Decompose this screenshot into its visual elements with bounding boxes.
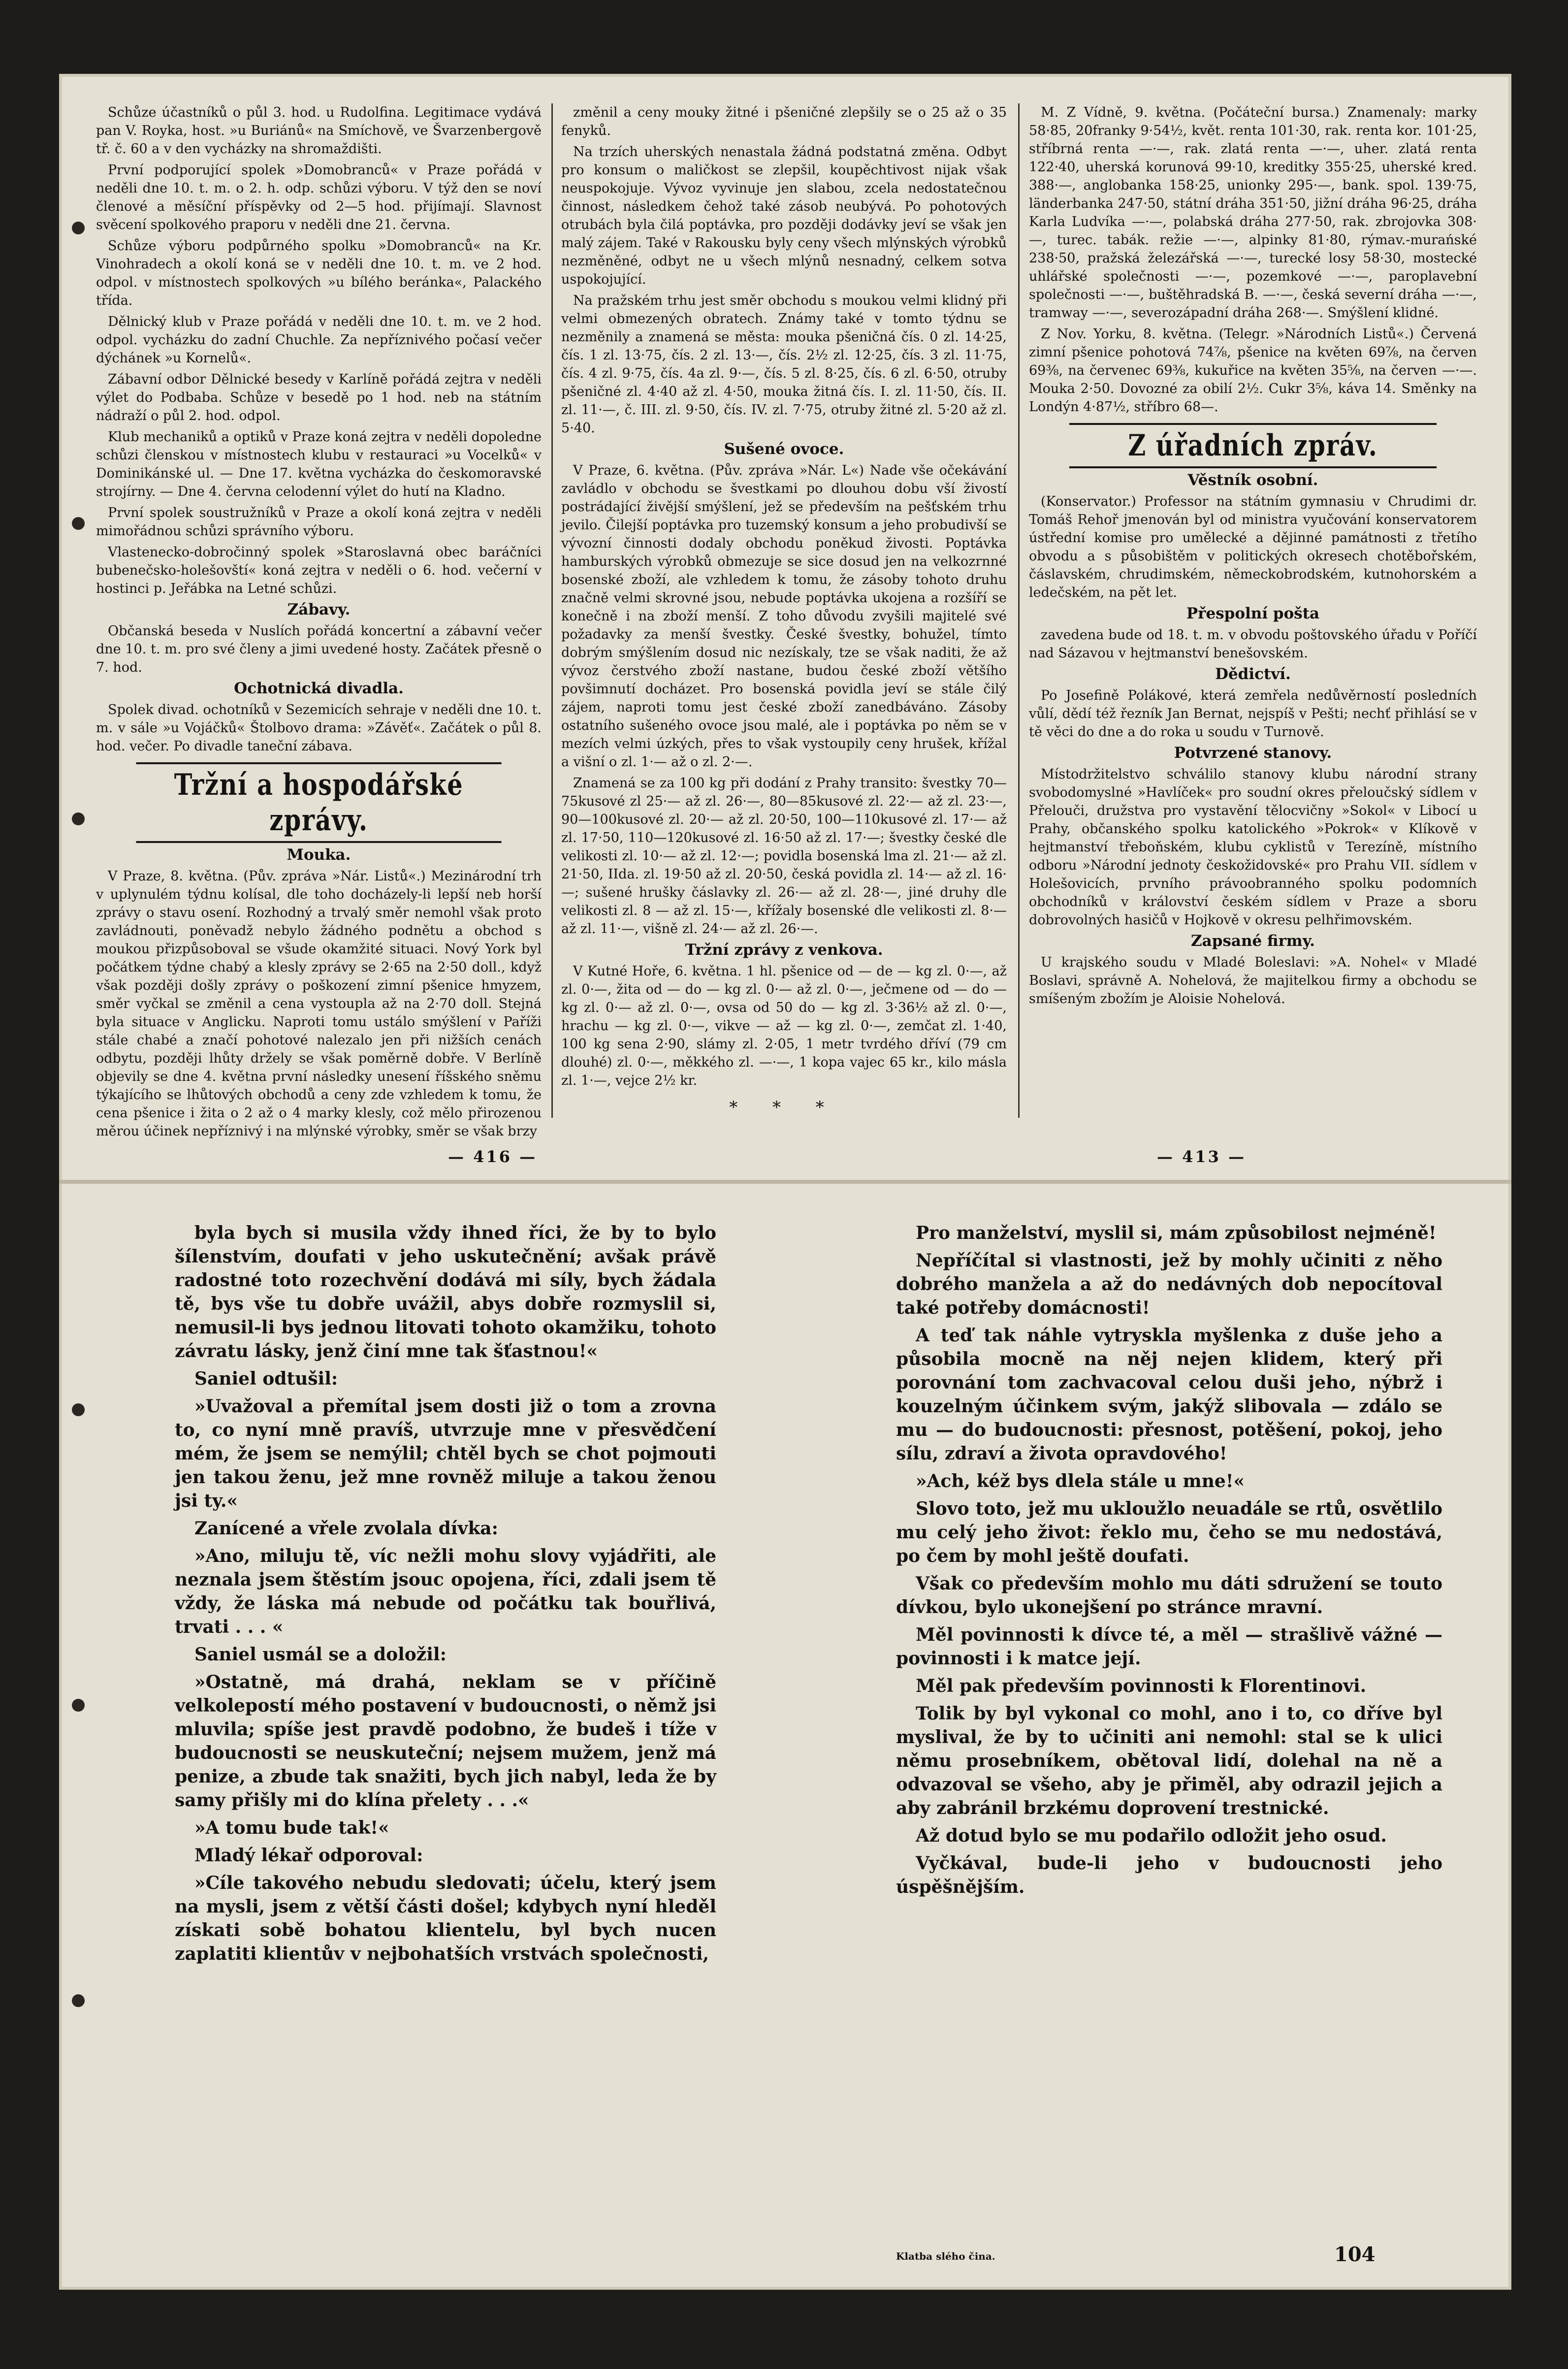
novel-paragraph: Měl pak především povinnosti k Florentinovi.	[916, 1676, 1367, 1696]
novel-paragraph: Saniel usmál se a doložil:	[194, 1644, 447, 1665]
novel-paragraph: Až dotud bylo se mu podařilo odložit jeho osud.	[916, 1825, 1387, 1846]
article-body: změnil a ceny mouky žitné i pšeničné zlepšily se o 25 až o 35 fenyků.	[561, 105, 1007, 138]
section-heading-zabavy: Zábavy.	[287, 601, 351, 618]
novel-paragraph: Pro manželství, myslil si, mám způsobilost nejméně!	[916, 1223, 1437, 1243]
exchange-report: Z Nov. Yorku, 8. května. (Telegr. »Národních Listů«.) Červená zimní pšenice pohotová 74⅞, pšenice na květen 69⅞, na červen 69⅜, na červenec 69⅜, kukuřice na květen 35⅝, na červen —·—. Mouka 2·50. Dovozné za obilí 2½. Cukr 3⅝, káva 14. Směnky na Londýn 4·87½, stříbro 68—.	[1029, 326, 1477, 415]
novel-paragraph: Mladý lékař odporoval:	[194, 1845, 423, 1866]
article-body: V Kutné Hoře, 6. května. 1 hl. pšenice od — de — kg zl. 0·—, až zl. 0·—, žita od — do — kg zl. 0·— až zl. 0·—, ječmene od — do — kg zl. 0·— až zl. 0·—, ovsa od 50 do — kg zl. 3·36½ až zl. 0·—, hrachu — kg zl. 0·—, vikve — až — kg zl. 0·—, zemčat zl. 1·40, 100 kg sena 2·90, slámy zl. 2·05, 1 metr tvrdého dříví (79 cm dlouhé) zl. 0·—, měkkého zl. —·—, 1 kopa vajec 65 kr., kilo másla zl. 1·—, vejce 2½ kr.	[561, 964, 1007, 1088]
novel-paragraph: »Cíle takového nebudu sledovati; účelu, který jsem na mysli, jsem z větší části došel; kdybych nyní hleděl získati sobě bohatou klientelu, byl bych nucen zaplatiti klientův v nejbohatších vrstvách společnosti,	[175, 1873, 716, 1964]
column-left	[96, 103, 542, 1139]
article-body: V Praze, 8. května. (Pův. zpráva »Nár. Listů«.) Mezinárodní trh v uplynulém týdnu kolísal, dle toho docházely-li lepší neb horší zprávy o stavu osení. Rozhodný a trvalý směr nemohl však proto zavládnouti, poněvadž nebylo žádného podnětu a obchod s moukou přizpůsoboval se všude okamžité situaci. Nový York byl počátkem týdne chabý a klesly zprávy se 2·65 na 2·50 doll., když však později došly zprávy o poškození zimní pšenice hmyzem, směr vyčkal se změnil a cena vystoupla až na 2·70 doll. Stejná byla situace v Anglicku. Naproti tomu ustálo smýšlení v Paříži stále chabé a značí pohotové nalezalo jen při nižších cenách odbytu, později lhůty držely se však poměrně dobře. V Berlíně objevily se dne 4. května první následky unesení říšského sněmu týkajícího se lhůtových obchodů a ceny zde vzhledem k tomu, že cena pšenice i žita o 2 až o 4 marky klesly, což mělo přirozenou měrou účinek nepříznivý i na mlýnské výrobky, směr se však brzy	[96, 869, 542, 1139]
article-body: V Praze, 6. května. (Pův. zpráva »Nár. L«) Nade vše očekávání zavládlo v obchodu se švestkami po dlouhou dobu vší živostí postrádající živější smýšlení, jež se především na pešťském trhu jevilo. Čilejší poptávka pro tuzemský konsum a jeho probudivší se vývozní činnosti dodaly obchodu poněkud živosti. Poptávka hamburských výrobků obmezuje se sice dosud jen na velkozrnné bosenské zboží, ale vzhledem k tomu, že zásoby tohoto druhu značně velmi skrovné jsou, nebude poptávka ukojena a rozšíří se konečně i na zboží menší. Z toho důvodu zvyšili majitelé své požadavky za menší švestky. České švestky, bohužel, tímto dobrým smýšlením dosud nic nezískaly, tze se však naditi, že až vývoz čerstvého zboží nastane, budou české zboží většího povšimnutí docházet. Pro bosenská povidla jeví se stále čilý zájem, naproti tomu jest české zboží zanedbáváno. Zásoby ostatního sušeného ovoce jsou malé, ale i poptávka po něm se v mezích velmi úzkých, přes to však vystoupily ceny hrušek, křížal a višní o zl. 1·— až o zl. 2·—.	[561, 463, 1007, 770]
section-title-trzni: Tržní a hospodářské zprávy.	[136, 762, 501, 843]
novel-paragraph: »Ostatně, má drahá, neklam se v příčině velkolepostí mého postavení v budoucnosti, o němž jsi mluvila; spíše jest pravdě podobno, že budeš i tíže v budoucnosti se neuskuteční; nejsem mužem, jenž má penize, a zbude tak snažiti, bych jich nabyl, leda že by samy přišly mi do klína přelety . . .«	[175, 1672, 716, 1811]
section-title-urad: Z úřadních zpráv.	[1069, 423, 1437, 468]
novel-column-right	[896, 1221, 1442, 2255]
novel-paragraph: Měl povinnosti k dívce té, a měl — strašlivě vážné — povinnosti i k matce její.	[896, 1624, 1442, 1669]
section-heading-posta: Přespolní pošta	[1186, 605, 1320, 622]
section-separator: * * *	[729, 1098, 839, 1117]
notice: Občanská beseda v Nuslích pořádá koncertní a zábavní večer dne 10. t. m. pro své členy a jimi uvedené hosty. Začátek přesně o 7. hod.	[96, 623, 542, 675]
column-right	[1029, 103, 1477, 1128]
novel-paragraph: Nepříčítal si vlastnosti, jež by mohly učiniti z něho dobrého manžela a až do nedávných dob nepocítoval také potřeby domácnosti!	[896, 1250, 1442, 1318]
novel-paragraph: »Ach, kéž bys dlela stále u mne!«	[916, 1471, 1245, 1492]
page-number-left: — 416 —	[448, 1147, 538, 1166]
notice: Schůze účastníků o půl 3. hod. u Rudolfina. Legitimace vydává pan V. Royka, host. »u Buriánů« na Smíchově, ve Švarzenbergově tř. č. 60 a v den vycházky na shromaždišti.	[96, 105, 542, 157]
novel-paragraph: »Ano, miluju tě, víc nežli mohu slovy vyjádřiti, ale neznala jsem štěstím jsouc opojena, říci, zdali jsem tě vždy, že láska má nebude od počátku tak bouřlivá, trvati . . . «	[175, 1546, 716, 1637]
novel-sheet	[59, 1182, 1511, 2290]
novel-paragraph: »A tomu bude tak!«	[194, 1817, 389, 1838]
novel-paragraph: Tolik by byl vykonal co mohl, ano i to, co dříve byl myslival, že by to učiniti ani nemohl: stal se k ulici němu prosebníkem, obětoval lidí, dolehal na ně a odvazoval se všeho, aby je přiměl, aby odrazil jejich a aby zabránil brzkému doprovení trestnické.	[896, 1703, 1442, 1818]
novel-column-left	[175, 1221, 716, 2255]
column-divider	[1018, 103, 1020, 1118]
notice: Zábavní odbor Dělnické besedy v Karlíně pořádá zejtra v neděli výlet do Podbaba. Schůze v besedě po 1 hod. neb na státním nádraží o půl 2. hod. odpol.	[96, 372, 542, 423]
section-heading-stanovy: Potvrzené stanovy.	[1174, 744, 1332, 762]
novel-paragraph: Vyčkával, bude-li jeho v budoucnosti jeho úspěšnějším.	[896, 1853, 1442, 1897]
article-body: Na pražském trhu jest směr obchodu s moukou velmi klidný při velmi obmezených obratech. Známy také v tomto týdnu se nezměnily a znamená se města: mouka pšeničná čís. 0 zl. 14·25, čís. 1 zl. 13·75, čís. 2 zl. 13·—, čís. 2½ zl. 12·25, čís. 3 zl. 11·75, čís. 4 zl. 9·75, čís. 4a zl. 9·—, čís. 5 zl. 8·25, čís. 6 zl. 6·50, otruby pšeničné zl. 4·40 až zl. 4·50, mouka žitná čís. I. zl. 11·50, čís. II. zl. 11·—, č. III. zl. 9·50, čís. IV. zl. 7·75, otruby žitné zl. 5·20 až zl. 5·40.	[561, 293, 1007, 436]
novel-paragraph: Slovo toto, jež mu ukloužlo neuadále se rtů, osvětlilo mu celý jeho život: řeklo mu, čeho se mu nedostává, po čem by mohl ještě doufati.	[896, 1498, 1442, 1566]
page-number-right: — 413 —	[1157, 1147, 1247, 1166]
notice: Dělnický klub v Praze pořádá v neděli dne 10. t. m. ve 2 hod. odpol. vycházku do zadní Chuchle. Za nepříznivého počasí večer dýchánek »u Kornelů«.	[96, 314, 542, 366]
notice: Schůze výboru podpůrného spolku »Domobranců« na Kr. Vinohradech a okolí koná se v neděli dne 10. t. m. ve 2 hod. odpol. v místnostech spolkových »u bílého beránka«, Palackého třída.	[96, 238, 542, 308]
section-heading-venkov: Tržní zprávy z venkova.	[685, 941, 883, 959]
notice: Klub mechaniků a optiků v Praze koná zejtra v neděli dopoledne schůzi členskou v místnostech klubu v restauraci »u Vocelků« v Dominikánské ul. — Dne 17. května vycházka do českomoravské strojírny. — Dne 4. června celodenní výlet do hutí na Kladno.	[96, 429, 542, 499]
notice: První podporující spolek »Domobranců« v Praze pořádá v neděli dne 10. t. m. o 2. h. odp. schůzi výboru. V týž den se noví členové a měsíční příspěvky od 2—5 hod. přijímají. Slavnost svěcení spolkového praporu v neděli dne 21. června.	[96, 162, 542, 232]
novel-paragraph: Však co především mohlo mu dáti sdružení se touto dívkou, bylo ukonejšení po stránce mravní.	[896, 1573, 1442, 1618]
notice: (Konservator.) Professor na státním gymnasiu v Chrudimi dr. Tomáš Rehoř jmenován byl od ministra vyučování konservatorem ústřední komise pro umělecké a dějinné památnosti z třetího obvodu a s působištěm v politických okresech chotěbořském, čáslavském, chrudimském, německobrodském, kutnohorském a ledečském, na pět let.	[1029, 494, 1477, 600]
article-body: Na trzích uherských nenastala žádná podstatná změna. Odbyt pro konsum o maličkost se zlepšil, koupěchtivost nijak však neuspokojuje. Vývoz vyvinuje jen slabou, zcela nedostatečnou činnost, následkem čehož také zásob neubývá. Po pohotových otrubách byla čilá poptávka, pro později dodávky jeví se však jen malý zájem. Také v Rakousku byly ceny všech mlýnských výrobků nezměněné, odbyt ne u všech mlýnů nesnadný, celkem sotva uspokojující.	[561, 144, 1007, 287]
novel-paragraph: Saniel odtušil:	[194, 1368, 338, 1389]
notice: Spolek divad. ochotníků v Sezemicích sehraje v neděli dne 10. t. m. v sále »u Vojáčků« Štolbovo drama: »Závěť«. Začátek o půl 8. hod. večer. Po divadle taneční zábava.	[96, 702, 542, 754]
printer-mark: Klatba slého čina.	[896, 2250, 995, 2262]
notice: První spolek soustružníků v Praze a okolí koná zejtra v neděli mimořádnou schůzi správního výboru.	[96, 505, 542, 539]
newspaper-sheet	[59, 74, 1511, 1182]
novel-paragraph: Zanícené a vřele zvolala dívka:	[194, 1518, 498, 1539]
notice: zavedena bude od 18. t. m. v obvodu poštovského úřadu v Poříčí nad Sázavou v hejtmanství benešovském.	[1029, 627, 1477, 661]
novel-paragraph: A teď tak náhle vytryskla myšlenka z duše jeho a působila mocně na něj nejen klidem, který při porovnání tom zachvacoval celou duši jeho, nýbrž i kouzelným účinkem svým, jakýž slibovala — zdálo se mu — do budoucnosti: přesnost, potěšení, pokoj, jeho sílu, zdraví a života opravdového!	[896, 1325, 1442, 1464]
section-heading-vestnik: Věstník osobní.	[1187, 471, 1318, 489]
column-middle	[561, 103, 1007, 1128]
section-heading-dedictvi: Dědictví.	[1215, 665, 1291, 683]
section-heading-divadla: Ochotnická divadla.	[234, 680, 404, 697]
novel-page-number: 104	[1334, 2243, 1376, 2266]
newspaper-page	[59, 74, 1511, 2290]
article-body: Znamená se za 100 kg při dodání z Prahy transito: švestky 70—75kusové zl 25·— až zl. 26·—, 80—85kusové zl. 22·— až zl. 23·—, 90—100kusové zl. 20·— až zl. 20·50, 100—110kusové zl. 17·— až zl. 17·50, 110—120kusové zl. 16·50 až zl. 17·—; švestky české dle velikosti zl. 10·— až zl. 12·—; povidla bosenská lma zl. 21·— až zl. 21·50, IIda. zl. 19·50 až zl. 20·50, česká povidla zl. 14·— až zl. 16·—; sušené hrušky čáslavky zl. 26·— až zl. 28·—, jiné druhy dle velikosti zl. 8 — až zl. 15·—, křížaly bosenské dle velikosti zl. 8·— až zl. 11·—, višně zl. 24·— až zl. 26·—.	[561, 776, 1007, 937]
column-divider	[551, 103, 553, 1118]
notice: Místodržitelstvo schválilo stanovy klubu národní strany svobodomyslné »Havlíček« pro soudní okres přeloučský sídlem v Přelouči, družstva pro vystavění tělocvičny »Sokol« v Libocí u Prahy, občanského spolku katolického »Pokrok« v Klíkově v hejtmanství třeboňském, klubu cyklistů v Terezíně, místního odboru »Národní jednoty českožidovské« pro Prahu VII. sídlem v Holešovicích, prvního právoobranného spolku podomních obchodníků v království českém sídlem v Praze a sboru dobrovolných hasičů v Hojkově v okresu pelhřimovském.	[1029, 767, 1477, 928]
notice: Vlastenecko-dobročinný spolek »Staroslavná obec baráčníci bubenečsko-holešovští« koná zejtra v neděli o 6. hod. večerní v hostinci p. Jeřábka na Letné schůzi.	[96, 545, 542, 596]
section-heading-ovoce: Sušené ovoce.	[724, 440, 844, 458]
novel-paragraph: byla bych si musila vždy ihned říci, že by to bylo šílenstvím, doufati v jeho uskutečnění; avšak právě radostné toto rozechvění dodává mi síly, bych žádala tě, bys vše tu dobře uvážil, abys dobře rozmyslil si, nemusil-li bys jednou litovati tohoto okamžiku, tohoto závratu lásky, jenž činí mne tak šťastnou!«	[175, 1223, 716, 1362]
section-heading-firmy: Zapsané firmy.	[1191, 932, 1315, 950]
section-heading-mouka: Mouka.	[287, 846, 351, 864]
novel-paragraph: »Uvažoval a přemítal jsem dosti již o tom a zrovna to, co nyní mně pravíš, utvrzuje mne v přesvědčení mém, že jsem se nemýlil; chtěl bych se chot pojmouti jen takou ženu, jež mne rovněž miluje a takou ženou jsi ty.«	[175, 1396, 716, 1511]
notice: U krajského soudu v Mladé Boleslavi: »A. Nohel« v Mladé Boslavi, správně A. Nohelová, že majitelkou firmy a obchodu se smíšeným zbožím je Aloisie Nohelová.	[1029, 955, 1477, 1006]
exchange-report: M. Z Vídně, 9. května. (Počáteční bursa.) Znamenaly: marky 58·85, 20franky 9·54½, květ. renta 101·30, rak. renta kor. 101·25, stříbrná renta —·—, rak. zlatá renta —·—, uher. zlatá renta 122·40, uherská korunová 99·10, kreditky 355·25, uherské kred. 388·—, anglobanka 158·25, unionky 295·—, bank. spol. 139·75, länderbanka 247·50, státní dráha 351·50, jižní dráha 96·25, dráha Karla Ludvíka —·—, polabská dráha 277·50, rak. zbrojovka 308·—, turec. tabák. režie —·—, alpinky 81·80, rýmav.-murańské 238·50, pražská železářská —·—, turecké losy 58·30, mostecké uhlářské společnosti —·—, pozemkové —·—, paroplavební společnosti —·—, buštěhradská B. —·—, česká severní dráha —·—, tramway —·—, severozápadní dráha 268·—. Smýšlení klidné.	[1029, 105, 1477, 321]
notice: Po Josefině Polákové, která zemřela nedůvěrností posledních vůlí, dědí též řezník Jan Bernat, nejspíš v Pešti; nechť přihlásí se v tě věci do dne a do roka u soudu v Turnově.	[1029, 688, 1477, 740]
